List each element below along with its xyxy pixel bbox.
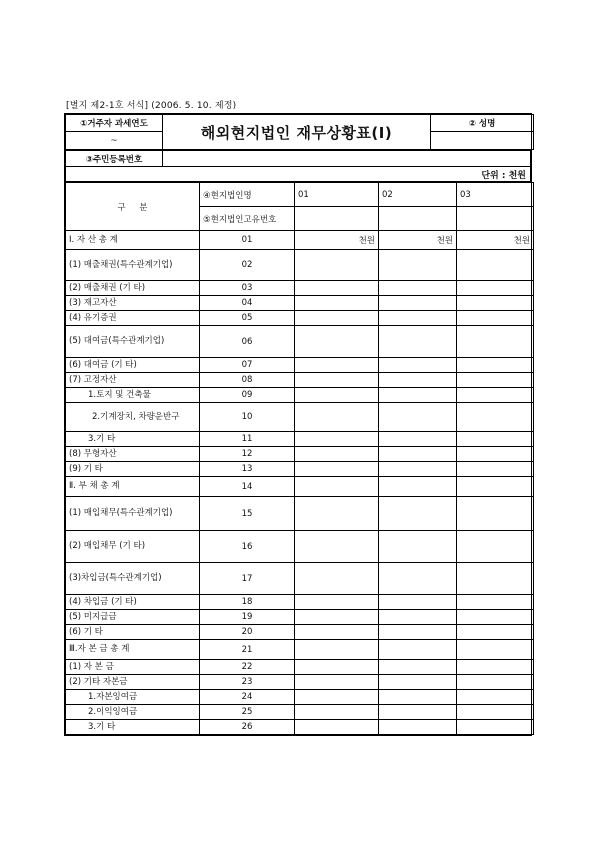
- table-row: [66, 403, 534, 432]
- name-field[interactable]: [431, 132, 534, 150]
- row-label: (2) 매입채무 (기 타): [66, 531, 200, 563]
- row-code: 21: [200, 640, 295, 660]
- row-code: 09: [200, 388, 295, 403]
- value-cell[interactable]: [295, 462, 379, 477]
- value-cell[interactable]: [457, 462, 534, 477]
- table-row: [66, 432, 534, 447]
- value-cell[interactable]: [379, 432, 457, 447]
- value-cell[interactable]: [379, 625, 457, 640]
- table-row: [66, 675, 534, 690]
- row-code: 23: [200, 675, 295, 690]
- value-cell[interactable]: [457, 531, 534, 563]
- corp-id-label: ⑤현지법인고유번호: [200, 207, 295, 231]
- value-cell[interactable]: [295, 610, 379, 625]
- value-cell[interactable]: [295, 497, 379, 531]
- row-label: (4) 차입금 (기 타): [66, 595, 200, 610]
- row-label: (8) 무형자산: [66, 447, 200, 462]
- row-code: 17: [200, 563, 295, 595]
- corp-id-02[interactable]: [379, 207, 457, 231]
- row-label: (4) 유기증권: [66, 311, 200, 326]
- row-label: (6) 대여금 (기 타): [66, 358, 200, 373]
- row-label: (1) 자 본 금: [66, 660, 200, 675]
- value-cell[interactable]: [379, 705, 457, 720]
- table-row: [66, 705, 534, 720]
- table-row: [66, 326, 534, 358]
- table-row: [66, 250, 534, 281]
- value-cell[interactable]: [379, 326, 457, 358]
- row-label: (5) 대여금(특수관계기업): [66, 326, 200, 358]
- table-row: [66, 296, 534, 311]
- value-cell[interactable]: 천원: [457, 231, 534, 250]
- row-label: Ⅰ. 자 산 총 계: [66, 231, 200, 250]
- value-cell[interactable]: [457, 403, 534, 432]
- row-code: 16: [200, 531, 295, 563]
- value-cell[interactable]: [457, 705, 534, 720]
- table-row: [66, 388, 534, 403]
- row-code: 11: [200, 432, 295, 447]
- row-label: 3.기 타: [66, 432, 200, 447]
- taxyear-field[interactable]: ~: [66, 132, 163, 150]
- row-code: 19: [200, 610, 295, 625]
- row-code: 12: [200, 447, 295, 462]
- row-code: 05: [200, 311, 295, 326]
- value-cell[interactable]: [457, 497, 534, 531]
- row-code: 13: [200, 462, 295, 477]
- row-code: 08: [200, 373, 295, 388]
- corp-id-03[interactable]: [457, 207, 534, 231]
- value-cell[interactable]: [295, 326, 379, 358]
- row-code: 04: [200, 296, 295, 311]
- table-row: [66, 720, 534, 735]
- row-code: 06: [200, 326, 295, 358]
- value-cell[interactable]: [379, 595, 457, 610]
- value-cell[interactable]: [457, 660, 534, 675]
- value-cell[interactable]: [379, 388, 457, 403]
- table-row: [66, 690, 534, 705]
- table-row: [66, 447, 534, 462]
- value-cell[interactable]: [295, 595, 379, 610]
- row-code: 07: [200, 358, 295, 373]
- value-cell[interactable]: [379, 531, 457, 563]
- value-cell[interactable]: [457, 610, 534, 625]
- row-label: (1) 매출채권(특수관계기업): [66, 250, 200, 281]
- value-cell[interactable]: [457, 250, 534, 281]
- row-label: (6) 기 타: [66, 625, 200, 640]
- form-header-table: [65, 114, 534, 150]
- value-cell[interactable]: [379, 296, 457, 311]
- row-label: 2.기계장치, 차량운반구: [66, 403, 200, 432]
- row-code: 15: [200, 497, 295, 531]
- value-cell[interactable]: [295, 447, 379, 462]
- row-label: 1.자본잉여금: [66, 690, 200, 705]
- value-cell[interactable]: [295, 660, 379, 675]
- value-cell[interactable]: [379, 250, 457, 281]
- row-label: (7) 고정자산: [66, 373, 200, 388]
- value-cell[interactable]: [379, 373, 457, 388]
- value-cell[interactable]: [295, 250, 379, 281]
- value-cell[interactable]: [379, 610, 457, 625]
- corp-id-01[interactable]: [295, 207, 379, 231]
- corp-col-02[interactable]: 02: [379, 183, 457, 207]
- table-row: [66, 531, 534, 563]
- value-cell[interactable]: [457, 690, 534, 705]
- table-row: [66, 595, 534, 610]
- value-cell[interactable]: [457, 595, 534, 610]
- value-cell[interactable]: [457, 358, 534, 373]
- row-code: 18: [200, 595, 295, 610]
- value-cell[interactable]: [295, 563, 379, 595]
- value-cell[interactable]: [457, 563, 534, 595]
- value-cell[interactable]: [295, 358, 379, 373]
- value-cell[interactable]: 천원: [379, 231, 457, 250]
- row-code: 25: [200, 705, 295, 720]
- category-header: 구 분: [66, 183, 200, 231]
- row-code: 14: [200, 477, 295, 497]
- value-cell[interactable]: [379, 403, 457, 432]
- value-cell[interactable]: [295, 296, 379, 311]
- value-cell[interactable]: [295, 720, 379, 735]
- value-cell[interactable]: [379, 660, 457, 675]
- row-code: 01: [200, 231, 295, 250]
- value-cell[interactable]: [457, 326, 534, 358]
- resident-table: [65, 150, 531, 182]
- row-code: 26: [200, 720, 295, 735]
- row-label: Ⅲ.자 본 금 총 계: [66, 640, 200, 660]
- table-row: [66, 281, 534, 296]
- table-row: [66, 358, 534, 373]
- resident-no-label: ③주민등록번호: [66, 151, 163, 167]
- value-cell[interactable]: [295, 675, 379, 690]
- row-label: (2) 기타 자본금: [66, 675, 200, 690]
- financial-rows: [66, 231, 534, 735]
- row-label: 3.기 타: [66, 720, 200, 735]
- table-row: [66, 640, 534, 660]
- value-cell[interactable]: [379, 497, 457, 531]
- row-code: 24: [200, 690, 295, 705]
- value-cell[interactable]: [295, 477, 379, 497]
- value-cell[interactable]: [457, 281, 534, 296]
- value-cell[interactable]: [457, 373, 534, 388]
- value-cell[interactable]: [379, 462, 457, 477]
- table-row: [66, 497, 534, 531]
- value-cell[interactable]: [295, 640, 379, 660]
- value-cell[interactable]: [379, 720, 457, 735]
- value-cell[interactable]: [379, 675, 457, 690]
- financial-table: [65, 182, 534, 735]
- value-cell[interactable]: [295, 388, 379, 403]
- value-cell[interactable]: [457, 720, 534, 735]
- value-cell[interactable]: [295, 432, 379, 447]
- value-cell[interactable]: [457, 432, 534, 447]
- corp-name-label: ④현지법인명: [200, 183, 295, 207]
- value-cell[interactable]: [457, 311, 534, 326]
- value-cell[interactable]: [295, 311, 379, 326]
- value-cell[interactable]: [379, 281, 457, 296]
- row-label: Ⅱ. 부 채 총 계: [66, 477, 200, 497]
- value-cell[interactable]: [295, 403, 379, 432]
- value-cell[interactable]: [457, 675, 534, 690]
- row-label: 1.토지 및 건축물: [66, 388, 200, 403]
- form-title: 해외현지법인 재무상황표(Ⅰ): [163, 115, 431, 150]
- value-cell[interactable]: 천원: [295, 231, 379, 250]
- row-label: (3)차입금(특수관계기업): [66, 563, 200, 595]
- value-cell[interactable]: [295, 373, 379, 388]
- value-cell[interactable]: [379, 477, 457, 497]
- value-cell[interactable]: [457, 640, 534, 660]
- financial-status-form: [64, 113, 532, 736]
- row-label: (9) 기 타: [66, 462, 200, 477]
- corp-col-01[interactable]: 01: [295, 183, 379, 207]
- value-cell[interactable]: [379, 563, 457, 595]
- row-code: 10: [200, 403, 295, 432]
- row-label: (2) 매출채권 (기 타): [66, 281, 200, 296]
- value-cell[interactable]: [457, 625, 534, 640]
- row-code: 20: [200, 625, 295, 640]
- value-cell[interactable]: [295, 625, 379, 640]
- value-cell[interactable]: [295, 690, 379, 705]
- unit-label: 단위 : 천원: [66, 167, 531, 182]
- value-cell[interactable]: [457, 296, 534, 311]
- table-row: [66, 462, 534, 477]
- value-cell[interactable]: [379, 690, 457, 705]
- resident-no-field[interactable]: [163, 151, 531, 167]
- table-row: [66, 477, 534, 497]
- table-row: [66, 373, 534, 388]
- table-row: [66, 610, 534, 625]
- row-label: 2.이익잉여금: [66, 705, 200, 720]
- form-caption: [별지 제2-1호 서식] (2006. 5. 10. 제정): [66, 101, 237, 111]
- table-row: [66, 625, 534, 640]
- table-row: [66, 231, 534, 250]
- name-label: ② 성명: [431, 115, 534, 132]
- value-cell[interactable]: [457, 447, 534, 462]
- value-cell[interactable]: [379, 311, 457, 326]
- table-row: [66, 311, 534, 326]
- value-cell[interactable]: [379, 447, 457, 462]
- table-row: [66, 660, 534, 675]
- corp-col-03[interactable]: 03: [457, 183, 534, 207]
- value-cell[interactable]: [295, 281, 379, 296]
- row-label: (5) 미지급금: [66, 610, 200, 625]
- row-label: (1) 매입채무(특수관계기업): [66, 497, 200, 531]
- row-code: 02: [200, 250, 295, 281]
- value-cell[interactable]: [295, 705, 379, 720]
- value-cell[interactable]: [379, 640, 457, 660]
- value-cell[interactable]: [457, 477, 534, 497]
- row-code: 03: [200, 281, 295, 296]
- row-code: 22: [200, 660, 295, 675]
- value-cell[interactable]: [457, 388, 534, 403]
- value-cell[interactable]: [295, 531, 379, 563]
- row-label: (3) 재고자산: [66, 296, 200, 311]
- value-cell[interactable]: [379, 358, 457, 373]
- taxyear-label: ①거주자 과세연도: [66, 115, 163, 132]
- table-row: [66, 563, 534, 595]
